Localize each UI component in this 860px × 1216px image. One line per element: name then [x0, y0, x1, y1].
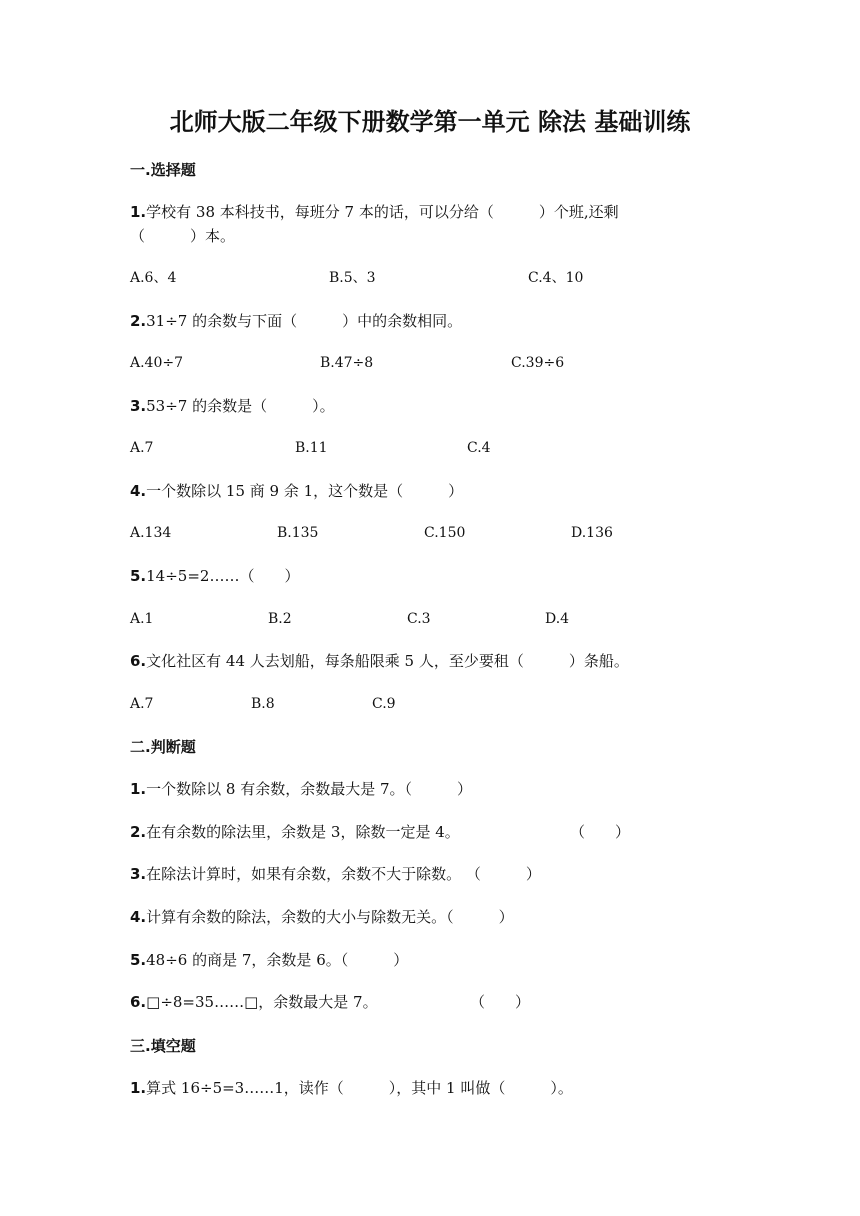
question-6 — [130, 651, 629, 671]
option-b: B.47÷8 — [320, 355, 374, 371]
question-text: □÷8=35……□，余数最大是 7。 — [146, 993, 378, 1011]
question-text: 一个数除以 15 商 9 余 1，这个数是（ ） — [146, 482, 464, 500]
question-text: 算式 16÷5=3……1，读作（ ），其中 1 叫做（ ）。 — [146, 1079, 573, 1097]
section-heading-judgement: 二.判断题 — [130, 738, 196, 756]
option-c: C.150 — [424, 525, 466, 541]
option-a: A.7 — [130, 696, 154, 712]
question-number: 5. — [130, 951, 147, 969]
option-b: B.2 — [268, 611, 292, 627]
question-number: 5. — [130, 567, 147, 585]
question-number: 1. — [130, 1079, 147, 1097]
question-text: 在有余数的除法里，余数是 3，除数一定是 4。 — [146, 823, 460, 841]
option-a: A.1 — [130, 611, 154, 627]
answer-parentheses: （ ） — [470, 993, 531, 1011]
question-text-continued: （ ）本。 — [130, 227, 236, 245]
question-text: 学校有 38 本科技书，每班分 7 本的话，可以分给（ ）个班,还剩 — [146, 203, 619, 221]
option-b: B.5、3 — [329, 270, 376, 286]
question-number: 6. — [130, 652, 147, 670]
question-5 — [130, 566, 299, 586]
question-number: 1. — [130, 203, 147, 221]
option-b: B.135 — [277, 525, 319, 541]
option-c: C.3 — [407, 611, 431, 627]
judgement-3 — [130, 864, 541, 884]
judgement-1 — [130, 779, 472, 799]
question-number: 4. — [130, 482, 147, 500]
question-2 — [130, 311, 462, 331]
option-c: C.39÷6 — [511, 355, 565, 371]
judgement-4 — [130, 907, 514, 927]
question-text: 48÷6 的商是 7，余数是 6。（ ） — [146, 951, 409, 969]
option-a: A.6、4 — [130, 270, 177, 286]
question-1 — [130, 202, 619, 222]
option-d: D.4 — [545, 611, 570, 627]
judgement-5 — [130, 950, 408, 970]
section-heading-choice: 一.选择题 — [130, 161, 196, 179]
option-a: A.40÷7 — [130, 355, 184, 371]
page-title: 北师大版二年级下册数学第一单元 除法 基础训练 — [169, 108, 691, 136]
question-text: 在除法计算时，如果有余数，余数不大于除数。 （ ） — [146, 865, 541, 883]
question-number: 3. — [130, 397, 147, 415]
option-a: A.134 — [130, 525, 172, 541]
question-text: 53÷7 的余数是（ ）。 — [146, 397, 335, 415]
option-a: A.7 — [130, 440, 154, 456]
section-heading-fill-blank: 三.填空题 — [130, 1037, 196, 1055]
question-number: 2. — [130, 312, 147, 330]
question-text: 14÷5=2……（ ） — [146, 567, 300, 585]
option-c: C.9 — [372, 696, 396, 712]
question-4 — [130, 481, 463, 501]
question-number: 3. — [130, 865, 147, 883]
fill-blank-1 — [130, 1078, 573, 1098]
option-c: C.4、10 — [528, 270, 584, 286]
option-b: B.8 — [251, 696, 275, 712]
question-number: 4. — [130, 908, 147, 926]
question-3 — [130, 396, 335, 416]
question-text: 文化社区有 44 人去划船，每条船限乘 5 人，至少要租（ ）条船。 — [146, 652, 629, 670]
question-number: 6. — [130, 993, 147, 1011]
question-number: 1. — [130, 780, 147, 798]
option-d: D.136 — [571, 525, 613, 541]
judgement-6 — [130, 992, 378, 1012]
option-c: C.4 — [467, 440, 491, 456]
question-text: 31÷7 的余数与下面（ ）中的余数相同。 — [146, 312, 463, 330]
judgement-2 — [130, 822, 460, 842]
question-text: 一个数除以 8 有余数，余数最大是 7。（ ） — [146, 780, 473, 798]
question-text: 计算有余数的除法，余数的大小与除数无关。（ ） — [146, 908, 514, 926]
option-b: B.11 — [295, 440, 328, 456]
answer-parentheses: （ ） — [570, 823, 631, 841]
question-number: 2. — [130, 823, 147, 841]
